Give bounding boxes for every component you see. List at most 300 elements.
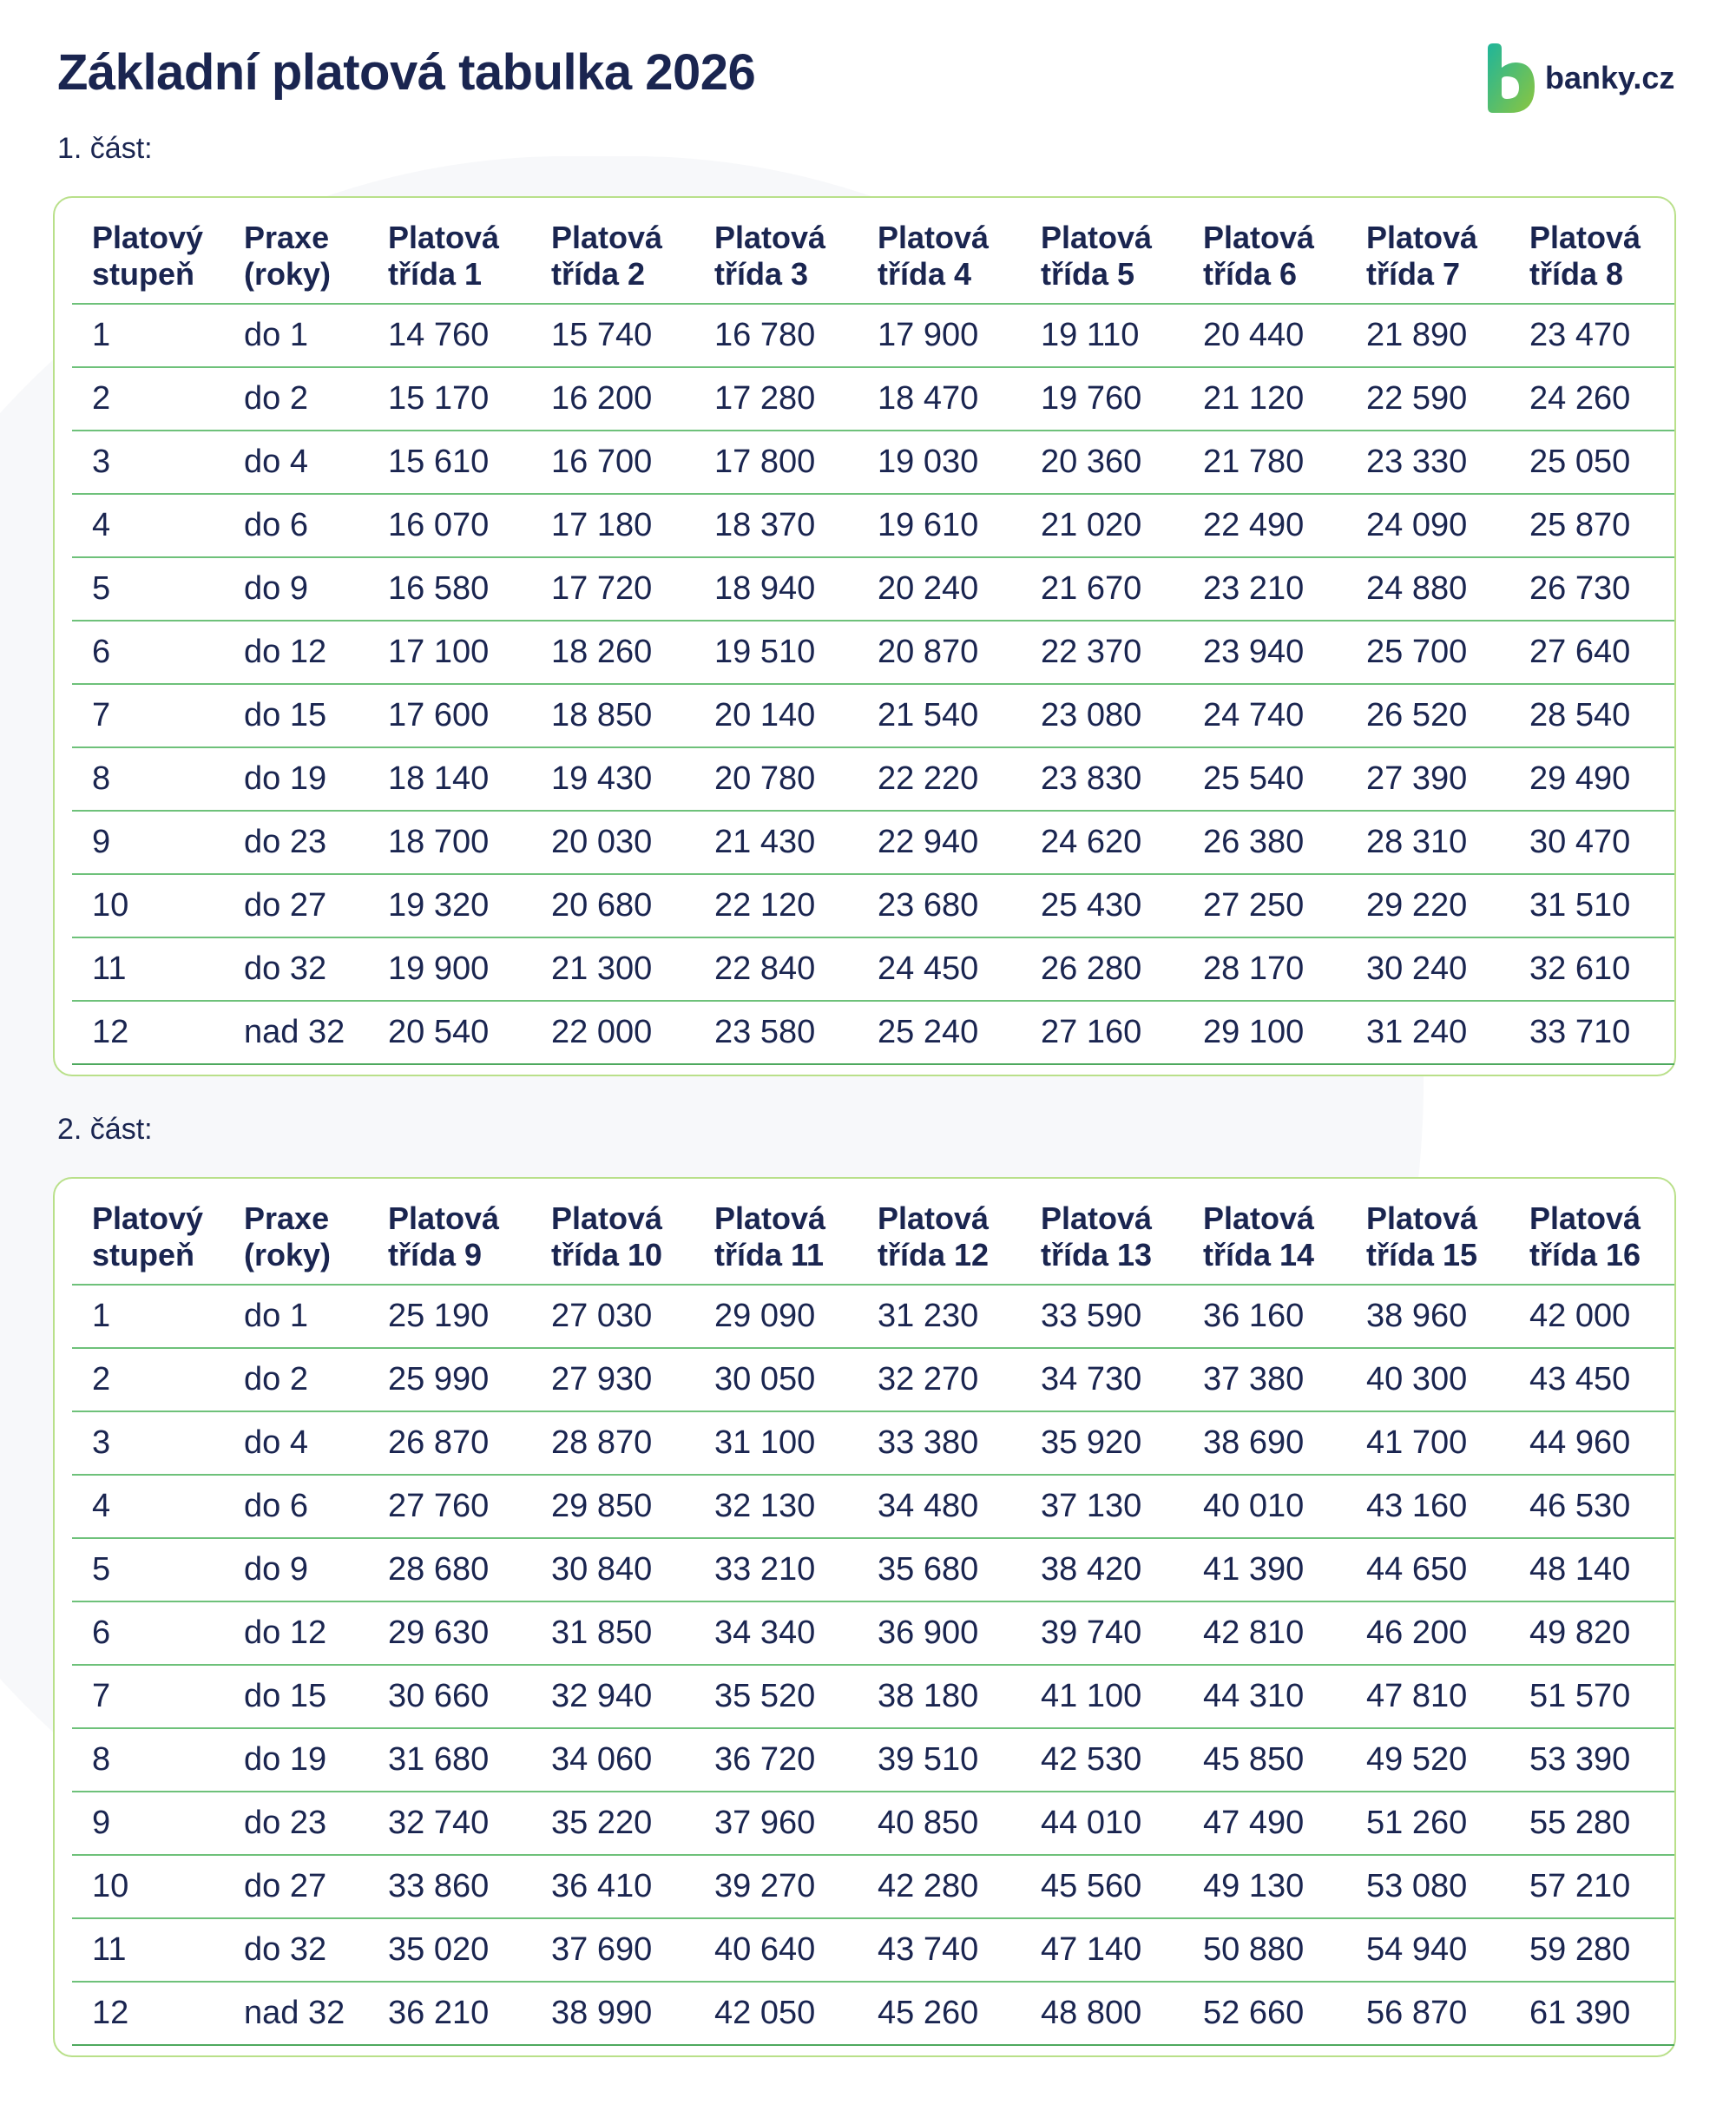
salary-cell: 36 720 [695, 1728, 858, 1792]
column-header [369, 1190, 532, 1285]
column-header [369, 209, 532, 304]
salary-cell: 25 540 [1184, 747, 1347, 811]
salary-cell: 23 330 [1347, 431, 1510, 494]
experience-cell: do 15 [225, 684, 369, 747]
salary-cell: 47 140 [1022, 1918, 1184, 1982]
salary-cell: 37 380 [1184, 1348, 1347, 1411]
table-row [72, 431, 1674, 494]
column-header-line: třída 5 [1041, 256, 1135, 292]
grade-cell: 7 [72, 1665, 225, 1728]
column-header-line: Platová [1041, 220, 1153, 255]
table-row [72, 304, 1674, 367]
salary-cell: 28 170 [1184, 937, 1347, 1001]
salary-table-panel-1 [53, 196, 1676, 1076]
salary-cell: 28 310 [1347, 811, 1510, 874]
column-header [1184, 1190, 1347, 1285]
salary-cell: 35 520 [695, 1665, 858, 1728]
salary-cell: 27 250 [1184, 874, 1347, 937]
salary-cell: 29 220 [1347, 874, 1510, 937]
salary-cell: 18 370 [695, 494, 858, 557]
grade-cell: 3 [72, 1411, 225, 1475]
salary-cell: 20 680 [532, 874, 695, 937]
table-row [72, 557, 1674, 621]
table-row [72, 1285, 1674, 1348]
table-row [72, 367, 1674, 431]
column-header-line: třída 3 [714, 256, 809, 292]
salary-cell: 57 210 [1510, 1855, 1674, 1918]
table-header-row [72, 209, 1674, 304]
column-header-line: třída 12 [878, 1237, 990, 1273]
table-row [72, 1665, 1674, 1728]
salary-cell: 24 450 [858, 937, 1022, 1001]
salary-cell: 43 450 [1510, 1348, 1674, 1411]
column-header-line: třída 7 [1366, 256, 1461, 292]
grade-cell: 8 [72, 1728, 225, 1792]
grade-cell: 10 [72, 1855, 225, 1918]
salary-cell: 15 610 [369, 431, 532, 494]
column-header [858, 1190, 1022, 1285]
column-header [225, 209, 369, 304]
column-header-line: třída 4 [878, 256, 972, 292]
salary-cell: 16 070 [369, 494, 532, 557]
salary-cell: 48 140 [1510, 1538, 1674, 1601]
salary-cell: 22 370 [1022, 621, 1184, 684]
salary-cell: 19 110 [1022, 304, 1184, 367]
salary-cell: 38 690 [1184, 1411, 1347, 1475]
salary-cell: 23 210 [1184, 557, 1347, 621]
column-header-line: Platová [1203, 220, 1315, 255]
salary-cell: 32 610 [1510, 937, 1674, 1001]
column-header-line: Platový [92, 1200, 204, 1236]
column-header-line: Platová [714, 220, 826, 255]
salary-cell: 44 010 [1022, 1792, 1184, 1855]
column-header-line: Platová [878, 220, 990, 255]
salary-cell: 45 560 [1022, 1855, 1184, 1918]
salary-cell: 36 160 [1184, 1285, 1347, 1348]
salary-cell: 31 510 [1510, 874, 1674, 937]
salary-cell: 18 260 [532, 621, 695, 684]
table-row [72, 1411, 1674, 1475]
salary-cell: 28 870 [532, 1411, 695, 1475]
column-header-line: třída 13 [1041, 1237, 1153, 1273]
salary-cell: 20 440 [1184, 304, 1347, 367]
column-header-line: Platová [1366, 220, 1478, 255]
salary-cell: 43 160 [1347, 1475, 1510, 1538]
salary-cell: 21 540 [858, 684, 1022, 747]
salary-cell: 20 140 [695, 684, 858, 747]
table-row [72, 937, 1674, 1001]
column-header [1022, 1190, 1184, 1285]
grade-cell: 9 [72, 1792, 225, 1855]
salary-cell: 22 000 [532, 1001, 695, 1064]
salary-cell: 24 260 [1510, 367, 1674, 431]
salary-table-part-1 [72, 209, 1674, 1065]
salary-table-panel-2 [53, 1177, 1676, 2057]
experience-cell: do 32 [225, 1918, 369, 1982]
salary-cell: 32 740 [369, 1792, 532, 1855]
salary-cell: 18 940 [695, 557, 858, 621]
salary-cell: 19 900 [369, 937, 532, 1001]
experience-cell: do 1 [225, 304, 369, 367]
salary-cell: 18 140 [369, 747, 532, 811]
salary-cell: 53 080 [1347, 1855, 1510, 1918]
column-header [1347, 1190, 1510, 1285]
grade-cell: 2 [72, 1348, 225, 1411]
table-row [72, 684, 1674, 747]
grade-cell: 6 [72, 1601, 225, 1665]
salary-cell: 26 730 [1510, 557, 1674, 621]
experience-cell: do 4 [225, 1411, 369, 1475]
salary-cell: 18 850 [532, 684, 695, 747]
salary-cell: 59 280 [1510, 1918, 1674, 1982]
table-row [72, 621, 1674, 684]
salary-cell: 27 390 [1347, 747, 1510, 811]
salary-cell: 41 390 [1184, 1538, 1347, 1601]
salary-cell: 38 420 [1022, 1538, 1184, 1601]
salary-cell: 20 540 [369, 1001, 532, 1064]
table-row [72, 1348, 1674, 1411]
experience-cell: do 27 [225, 1855, 369, 1918]
experience-cell: do 2 [225, 367, 369, 431]
page-title: Základní platová tabulka 2026 [57, 44, 756, 101]
grade-cell: 10 [72, 874, 225, 937]
salary-cell: 30 660 [369, 1665, 532, 1728]
salary-cell: 16 780 [695, 304, 858, 367]
salary-cell: 46 200 [1347, 1601, 1510, 1665]
salary-cell: 39 740 [1022, 1601, 1184, 1665]
salary-cell: 24 620 [1022, 811, 1184, 874]
column-header-line: Platová [388, 1200, 500, 1236]
table-row [72, 1982, 1674, 2045]
column-header [532, 209, 695, 304]
salary-cell: 17 280 [695, 367, 858, 431]
salary-cell: 54 940 [1347, 1918, 1510, 1982]
column-header-line: třída 16 [1529, 1237, 1641, 1273]
salary-cell: 23 470 [1510, 304, 1674, 367]
table-row [72, 1918, 1674, 1982]
experience-cell: nad 32 [225, 1982, 369, 2045]
salary-cell: 39 270 [695, 1855, 858, 1918]
grade-cell: 4 [72, 494, 225, 557]
column-header-line: (roky) [244, 1237, 332, 1273]
salary-cell: 50 880 [1184, 1918, 1347, 1982]
salary-cell: 23 940 [1184, 621, 1347, 684]
column-header-line: Platová [1203, 1200, 1315, 1236]
salary-cell: 39 510 [858, 1728, 1022, 1792]
salary-cell: 47 490 [1184, 1792, 1347, 1855]
experience-cell: do 12 [225, 621, 369, 684]
column-header-line: Platová [1529, 220, 1641, 255]
salary-cell: 38 180 [858, 1665, 1022, 1728]
salary-cell: 21 120 [1184, 367, 1347, 431]
column-header-line: Platová [878, 1200, 990, 1236]
grade-cell: 1 [72, 1285, 225, 1348]
salary-cell: 25 700 [1347, 621, 1510, 684]
salary-cell: 21 780 [1184, 431, 1347, 494]
salary-cell: 35 680 [858, 1538, 1022, 1601]
grade-cell: 11 [72, 1918, 225, 1982]
grade-cell: 5 [72, 557, 225, 621]
salary-cell: 51 260 [1347, 1792, 1510, 1855]
column-header [1510, 1190, 1674, 1285]
salary-cell: 18 470 [858, 367, 1022, 431]
grade-cell: 2 [72, 367, 225, 431]
column-header-line: třída 14 [1203, 1237, 1315, 1273]
salary-cell: 32 270 [858, 1348, 1022, 1411]
salary-cell: 22 220 [858, 747, 1022, 811]
salary-cell: 44 960 [1510, 1411, 1674, 1475]
salary-cell: 27 160 [1022, 1001, 1184, 1064]
salary-cell: 19 610 [858, 494, 1022, 557]
salary-cell: 22 940 [858, 811, 1022, 874]
salary-cell: 26 380 [1184, 811, 1347, 874]
experience-cell: nad 32 [225, 1001, 369, 1064]
table-row [72, 811, 1674, 874]
salary-cell: 30 470 [1510, 811, 1674, 874]
salary-cell: 28 680 [369, 1538, 532, 1601]
salary-cell: 25 190 [369, 1285, 532, 1348]
salary-cell: 27 640 [1510, 621, 1674, 684]
salary-cell: 31 240 [1347, 1001, 1510, 1064]
salary-cell: 42 000 [1510, 1285, 1674, 1348]
salary-cell: 43 740 [858, 1918, 1022, 1982]
column-header [858, 209, 1022, 304]
column-header-line: Platová [551, 220, 663, 255]
salary-cell: 25 990 [369, 1348, 532, 1411]
salary-cell: 49 820 [1510, 1601, 1674, 1665]
salary-cell: 17 900 [858, 304, 1022, 367]
salary-cell: 41 100 [1022, 1665, 1184, 1728]
salary-cell: 17 720 [532, 557, 695, 621]
column-header [532, 1190, 695, 1285]
salary-cell: 29 630 [369, 1601, 532, 1665]
table-row [72, 494, 1674, 557]
salary-cell: 36 410 [532, 1855, 695, 1918]
brand-logo[interactable] [1484, 43, 1674, 113]
banky-logo-icon [1484, 43, 1535, 113]
salary-cell: 20 870 [858, 621, 1022, 684]
salary-cell: 34 060 [532, 1728, 695, 1792]
salary-cell: 49 520 [1347, 1728, 1510, 1792]
table-row [72, 1792, 1674, 1855]
salary-cell: 45 850 [1184, 1728, 1347, 1792]
salary-cell: 22 120 [695, 874, 858, 937]
table-row [72, 1855, 1674, 1918]
salary-cell: 25 240 [858, 1001, 1022, 1064]
salary-cell: 42 530 [1022, 1728, 1184, 1792]
column-header [1184, 209, 1347, 304]
salary-cell: 20 240 [858, 557, 1022, 621]
salary-cell: 21 300 [532, 937, 695, 1001]
table-row [72, 1475, 1674, 1538]
grade-cell: 8 [72, 747, 225, 811]
salary-cell: 37 960 [695, 1792, 858, 1855]
column-header-line: Platová [388, 220, 500, 255]
column-header-line: stupeň [92, 256, 195, 292]
experience-cell: do 4 [225, 431, 369, 494]
salary-cell: 36 900 [858, 1601, 1022, 1665]
salary-cell: 44 650 [1347, 1538, 1510, 1601]
salary-cell: 15 740 [532, 304, 695, 367]
column-header-line: třída 1 [388, 256, 483, 292]
salary-cell: 33 590 [1022, 1285, 1184, 1348]
experience-cell: do 12 [225, 1601, 369, 1665]
salary-cell: 36 210 [369, 1982, 532, 2045]
salary-cell: 37 690 [532, 1918, 695, 1982]
salary-cell: 21 020 [1022, 494, 1184, 557]
salary-cell: 33 860 [369, 1855, 532, 1918]
grade-cell: 5 [72, 1538, 225, 1601]
column-header-line: třída 15 [1366, 1237, 1478, 1273]
table-row [72, 747, 1674, 811]
salary-cell: 42 280 [858, 1855, 1022, 1918]
salary-cell: 20 360 [1022, 431, 1184, 494]
salary-cell: 61 390 [1510, 1982, 1674, 2045]
salary-cell: 16 200 [532, 367, 695, 431]
salary-cell: 16 580 [369, 557, 532, 621]
column-header-line: Praxe [244, 1200, 330, 1236]
salary-cell: 33 380 [858, 1411, 1022, 1475]
salary-cell: 19 430 [532, 747, 695, 811]
column-header [695, 209, 858, 304]
salary-cell: 23 580 [695, 1001, 858, 1064]
salary-cell: 28 540 [1510, 684, 1674, 747]
salary-cell: 46 530 [1510, 1475, 1674, 1538]
salary-cell: 32 940 [532, 1665, 695, 1728]
grade-cell: 12 [72, 1001, 225, 1064]
salary-cell: 19 760 [1022, 367, 1184, 431]
salary-cell: 14 760 [369, 304, 532, 367]
column-header-line: třída 6 [1203, 256, 1298, 292]
column-header-line: třída 8 [1529, 256, 1624, 292]
salary-cell: 35 920 [1022, 1411, 1184, 1475]
salary-cell: 32 130 [695, 1475, 858, 1538]
experience-cell: do 23 [225, 1792, 369, 1855]
experience-cell: do 9 [225, 557, 369, 621]
salary-cell: 24 090 [1347, 494, 1510, 557]
salary-cell: 24 880 [1347, 557, 1510, 621]
column-header [1022, 209, 1184, 304]
salary-cell: 21 670 [1022, 557, 1184, 621]
column-header-line: (roky) [244, 256, 332, 292]
salary-cell: 42 050 [695, 1982, 858, 2045]
salary-cell: 22 840 [695, 937, 858, 1001]
salary-cell: 37 130 [1022, 1475, 1184, 1538]
experience-cell: do 27 [225, 874, 369, 937]
salary-cell: 35 020 [369, 1918, 532, 1982]
salary-cell: 31 680 [369, 1728, 532, 1792]
experience-cell: do 6 [225, 1475, 369, 1538]
salary-cell: 19 510 [695, 621, 858, 684]
column-header-line: Platová [1041, 1200, 1153, 1236]
salary-cell: 21 430 [695, 811, 858, 874]
table-header-row [72, 1190, 1674, 1285]
salary-cell: 38 960 [1347, 1285, 1510, 1348]
salary-cell: 20 780 [695, 747, 858, 811]
experience-cell: do 19 [225, 1728, 369, 1792]
salary-cell: 25 430 [1022, 874, 1184, 937]
grade-cell: 3 [72, 431, 225, 494]
column-header-line: stupeň [92, 1237, 195, 1273]
salary-cell: 27 760 [369, 1475, 532, 1538]
salary-cell: 38 990 [532, 1982, 695, 2045]
salary-cell: 29 850 [532, 1475, 695, 1538]
table-row [72, 1001, 1674, 1064]
column-header [1347, 209, 1510, 304]
salary-cell: 33 710 [1510, 1001, 1674, 1064]
experience-cell: do 1 [225, 1285, 369, 1348]
experience-cell: do 15 [225, 1665, 369, 1728]
salary-cell: 52 660 [1184, 1982, 1347, 2045]
grade-cell: 9 [72, 811, 225, 874]
table-row [72, 1538, 1674, 1601]
salary-cell: 17 800 [695, 431, 858, 494]
salary-cell: 55 280 [1510, 1792, 1674, 1855]
salary-cell: 18 700 [369, 811, 532, 874]
salary-cell: 27 930 [532, 1348, 695, 1411]
table-row [72, 874, 1674, 937]
salary-cell: 17 600 [369, 684, 532, 747]
column-header-line: Platová [714, 1200, 826, 1236]
salary-cell: 33 210 [695, 1538, 858, 1601]
experience-cell: do 6 [225, 494, 369, 557]
salary-cell: 48 800 [1022, 1982, 1184, 2045]
column-header-line: třída 9 [388, 1237, 483, 1273]
salary-cell: 56 870 [1347, 1982, 1510, 2045]
salary-cell: 40 300 [1347, 1348, 1510, 1411]
column-header-line: třída 11 [714, 1237, 825, 1273]
salary-cell: 42 810 [1184, 1601, 1347, 1665]
salary-cell: 51 570 [1510, 1665, 1674, 1728]
salary-cell: 29 100 [1184, 1001, 1347, 1064]
salary-cell: 49 130 [1184, 1855, 1347, 1918]
table-row [72, 1601, 1674, 1665]
column-header-line: Platový [92, 220, 204, 255]
salary-cell: 45 260 [858, 1982, 1022, 2045]
experience-cell: do 9 [225, 1538, 369, 1601]
salary-cell: 25 050 [1510, 431, 1674, 494]
section-label-part-1: 1. část: [57, 132, 153, 165]
salary-cell: 19 030 [858, 431, 1022, 494]
salary-cell: 29 090 [695, 1285, 858, 1348]
salary-cell: 24 740 [1184, 684, 1347, 747]
grade-cell: 4 [72, 1475, 225, 1538]
salary-cell: 47 810 [1347, 1665, 1510, 1728]
grade-cell: 7 [72, 684, 225, 747]
salary-cell: 40 010 [1184, 1475, 1347, 1538]
salary-cell: 26 870 [369, 1411, 532, 1475]
salary-cell: 40 640 [695, 1918, 858, 1982]
salary-cell: 26 520 [1347, 684, 1510, 747]
grade-cell: 1 [72, 304, 225, 367]
section-label-part-2: 2. část: [57, 1113, 153, 1146]
column-header-line: třída 2 [551, 256, 646, 292]
column-header-line: Platová [1366, 1200, 1478, 1236]
salary-cell: 53 390 [1510, 1728, 1674, 1792]
salary-cell: 31 850 [532, 1601, 695, 1665]
column-header-line: Praxe [244, 220, 330, 255]
salary-table-part-2 [72, 1190, 1674, 2046]
grade-cell: 11 [72, 937, 225, 1001]
salary-cell: 30 840 [532, 1538, 695, 1601]
salary-cell: 19 320 [369, 874, 532, 937]
column-header [225, 1190, 369, 1285]
salary-cell: 22 490 [1184, 494, 1347, 557]
brand-name: banky.cz [1545, 60, 1675, 95]
salary-cell: 27 030 [532, 1285, 695, 1348]
salary-cell: 29 490 [1510, 747, 1674, 811]
salary-cell: 23 080 [1022, 684, 1184, 747]
